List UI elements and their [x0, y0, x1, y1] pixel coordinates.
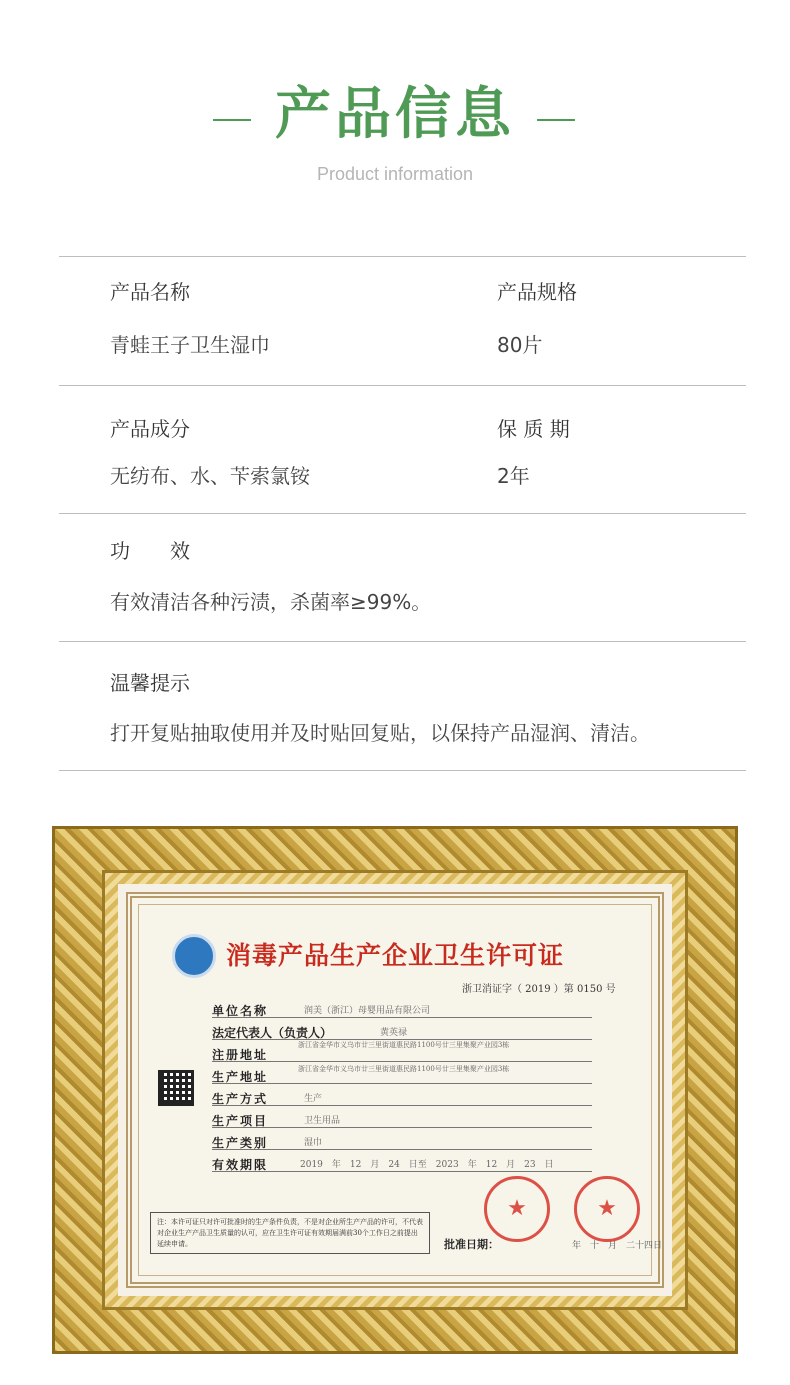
- certificate-title: 消毒产品生产企业卫生许可证: [226, 941, 565, 970]
- product-spec-label: 产品规格: [497, 280, 577, 304]
- page-subtitle: Product information: [316, 164, 474, 184]
- field-label: 有效期限: [212, 1158, 269, 1172]
- field-value: 2019 年 12 月 24 日至 2023 年 12 月 23 日: [300, 1160, 554, 1170]
- certificate-field: [212, 1112, 592, 1128]
- field-label: 注册地址: [212, 1048, 269, 1062]
- certificate-field: [212, 1156, 592, 1172]
- efficacy-value: 有效清洁各种污渍，杀菌率≥99%。: [110, 590, 432, 614]
- divider: [59, 513, 746, 514]
- product-name-label: 产品名称: [110, 280, 190, 304]
- shelf-life-value: 2年: [497, 464, 530, 488]
- section-header: [0, 78, 790, 158]
- tip-value: 打开复贴抽取使用并及时贴回复贴，以保持产品湿润、清洁。: [110, 721, 650, 745]
- field-value: 卫生用品: [304, 1116, 341, 1126]
- divider: [59, 770, 746, 771]
- divider: [59, 385, 746, 386]
- approval-date-value: 年 十 月 二十四日: [572, 1241, 663, 1251]
- field-label: 生产地址: [212, 1070, 269, 1084]
- field-value: 湿巾: [304, 1138, 323, 1148]
- product-spec-value: 80片: [497, 333, 543, 357]
- page-title: 产品信息: [275, 82, 515, 147]
- certificate-frame: [52, 826, 738, 1354]
- field-label: 单位名称: [212, 1004, 269, 1018]
- qr-code-icon: [158, 1070, 194, 1106]
- field-label: 生产类别: [212, 1136, 269, 1150]
- shelf-life-label: 保 质 期: [497, 417, 570, 441]
- tip-label: 温馨提示: [110, 671, 190, 695]
- official-seal-icon: ★: [484, 1176, 550, 1242]
- certificate-field: [212, 1090, 592, 1106]
- product-name-value: 青蛙王子卫生湿巾: [110, 333, 270, 357]
- certificate-field: [212, 1041, 592, 1062]
- official-seal-icon: ★: [574, 1176, 640, 1242]
- certificate-field: [212, 1024, 592, 1040]
- field-label: 生产项目: [212, 1114, 269, 1128]
- divider: [59, 641, 746, 642]
- field-value: 生产: [304, 1094, 323, 1104]
- certificate-field: [212, 1002, 592, 1018]
- certificate-frame-inner: [102, 870, 688, 1310]
- divider: [59, 256, 746, 257]
- field-value: 浙江省金华市义乌市廿三里街道惠民路1100号廿三里集聚产业园3栋: [298, 1041, 510, 1049]
- ingredients-value: 无纺布、水、苄索氯铵: [110, 464, 310, 488]
- ingredients-label: 产品成分: [110, 417, 190, 441]
- approval-date-label: 批准日期：: [444, 1238, 499, 1251]
- certificate-number: 浙卫消证字（ 2019 ）第 0150 号: [462, 984, 616, 995]
- certificate-field: [212, 1134, 592, 1150]
- certificate-notice: 注：本许可证只对许可批准时的生产条件负责，不是对企业所生产产品的许可，不代表对企业生产产品卫生质量的认可，应在卫生许可证有效期届满前30个工作日之前提出延续申请。: [150, 1212, 430, 1254]
- title-decoration-right: [537, 119, 575, 121]
- certificate-mat: [118, 884, 672, 1296]
- certificate-paper: [126, 892, 664, 1288]
- field-value: 黄英禄: [380, 1028, 408, 1038]
- certificate-field: [212, 1065, 592, 1084]
- field-value: 润美（浙江）母婴用品有限公司: [304, 1006, 431, 1016]
- field-value: 浙江省金华市义乌市廿三里街道惠民路1100号廿三里集聚产业园3栋: [298, 1065, 510, 1073]
- emblem-icon: [172, 934, 216, 978]
- field-label: 生产方式: [212, 1092, 269, 1106]
- efficacy-label: 功 效: [110, 539, 190, 563]
- field-label: 法定代表人（负责人）: [212, 1026, 333, 1040]
